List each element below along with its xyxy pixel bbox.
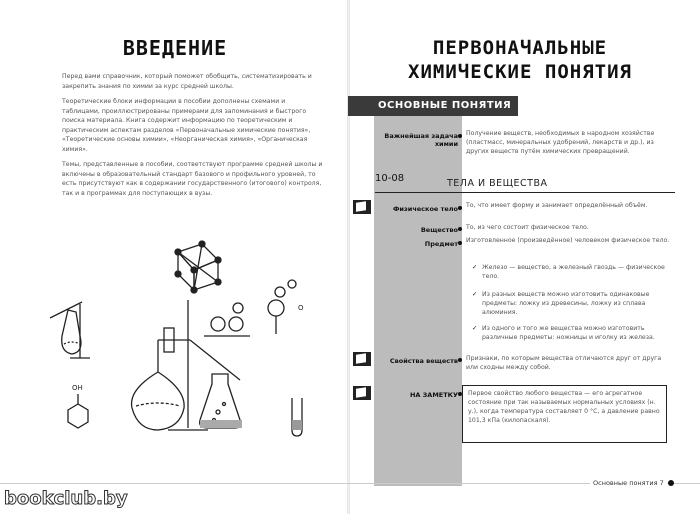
- bullet-dot: [458, 241, 462, 245]
- example-bullet-3: ✓ Из одного и того же вещества можно изготовить различные предметы: ножницы и иголку из железа.: [482, 324, 667, 342]
- task-label: Важнейшая задача химии: [384, 132, 458, 148]
- note-icon: [353, 386, 371, 400]
- bullet-dot: [458, 206, 462, 210]
- flask-stand-icon: [50, 302, 90, 358]
- section-heading-label: ТЕЛА И ВЕЩЕСТВА: [447, 178, 548, 189]
- def-label-body: Физическое тело: [392, 205, 458, 213]
- intro-title: ВВЕДЕНИЕ: [122, 36, 228, 60]
- def-text-object: Изготовленное (произведённое) человеком физическое тело.: [466, 237, 670, 244]
- book-icon: [353, 352, 371, 366]
- intro-text: [62, 72, 324, 204]
- test-tube-icon: [292, 398, 302, 436]
- intro-paragraph-2: Теоретические блоки информации в пособии дополнены схемами и таблицами, проиллюстрированы примерами для запоминания и быстрого поиска материала. Книга содержит информацию по теоретическим и практическим аспектам разделов «Первоначальные химические понятия», «Теоретические основы химии», «Неорганическая химия», «Органическая химия».: [62, 98, 311, 153]
- page-footer: Основные понятия 7: [590, 479, 667, 487]
- example-bullet-1: ✓ Железо — вещество, а железный гвоздь — физическое тело.: [482, 263, 667, 281]
- bullet-dot: [458, 358, 462, 362]
- crystal-lattice-icon: [175, 241, 221, 293]
- molecule-model-icon: [204, 303, 250, 336]
- def-label-object: Предмет: [424, 240, 458, 248]
- task-text: Получение веществ, необходимых в народном хозяйстве (пластмасс, минеральных удобрений, лекарств и др.), из других веществ путём химических превращений.: [466, 130, 655, 155]
- oxygen-molecule-icon: [268, 280, 304, 334]
- note-text: Первое свойство любого вещества — его агрегатное состояние при так называемых нормальных условиях (н. у.), когда температура составляет 0 °С, а давление равно 101,3 кПа (килопаскаля).: [468, 390, 660, 424]
- def-text-substance: То, из чего состоит физическое тело.: [466, 224, 589, 231]
- chapter-title-line-2: ХИМИЧЕСКИЕ ПОНЯТИЯ: [408, 61, 632, 83]
- watermark: bookclub.by: [4, 488, 128, 509]
- footer-dot: [668, 480, 674, 486]
- chemistry-illustration: [40, 240, 330, 440]
- section-rule: [375, 192, 675, 193]
- chapter-title-line-1: ПЕРВОНАЧАЛЬНЫЕ: [432, 37, 608, 59]
- book-spine: [347, 0, 350, 514]
- def-text-body: То, что имеет форму и занимает определённый объём.: [466, 202, 648, 209]
- conical-flask-icon: [200, 374, 242, 428]
- bullet-dot: [458, 134, 462, 138]
- props-label: Свойства веществ: [389, 357, 458, 365]
- book-icon: [353, 200, 371, 214]
- def-label-substance: Вещество: [420, 226, 458, 234]
- label-column: [374, 116, 462, 486]
- oxygen-label: O: [298, 304, 304, 312]
- chapter-title: [395, 36, 645, 84]
- intro-paragraph-3: Темы, представленные в пособии, соответствуют программе средней школы и включены в образовательный стандарт базового и профильного уровней, то есть присутствуют как в содержании государственного (итогового) контроля, так и в программах для поступающих в вузы.: [62, 161, 323, 197]
- hydroxyl-label: OH: [72, 384, 83, 392]
- props-text: Признаки, по которым вещества отличаются друг от друга или сходны между собой.: [466, 355, 662, 371]
- molecule-icon: 10-08: [375, 173, 405, 184]
- bullet-dot: [458, 227, 462, 231]
- section-ribbon: ОСНОВНЫЕ ПОНЯТИЯ: [348, 96, 518, 116]
- note-label: НА ЗАМЕТКУ: [409, 391, 458, 399]
- benzene-ring-icon: [68, 384, 88, 428]
- example-bullet-2: ✓ Из разных веществ можно изготовить одинаковые предметы: ложку из древесины, ложку из сплава алюминия.: [482, 290, 667, 317]
- intro-paragraph-1: Перед вами справочник, который поможет обобщить, систематизировать и закрепить знания по химии за курс средней школы.: [62, 73, 312, 90]
